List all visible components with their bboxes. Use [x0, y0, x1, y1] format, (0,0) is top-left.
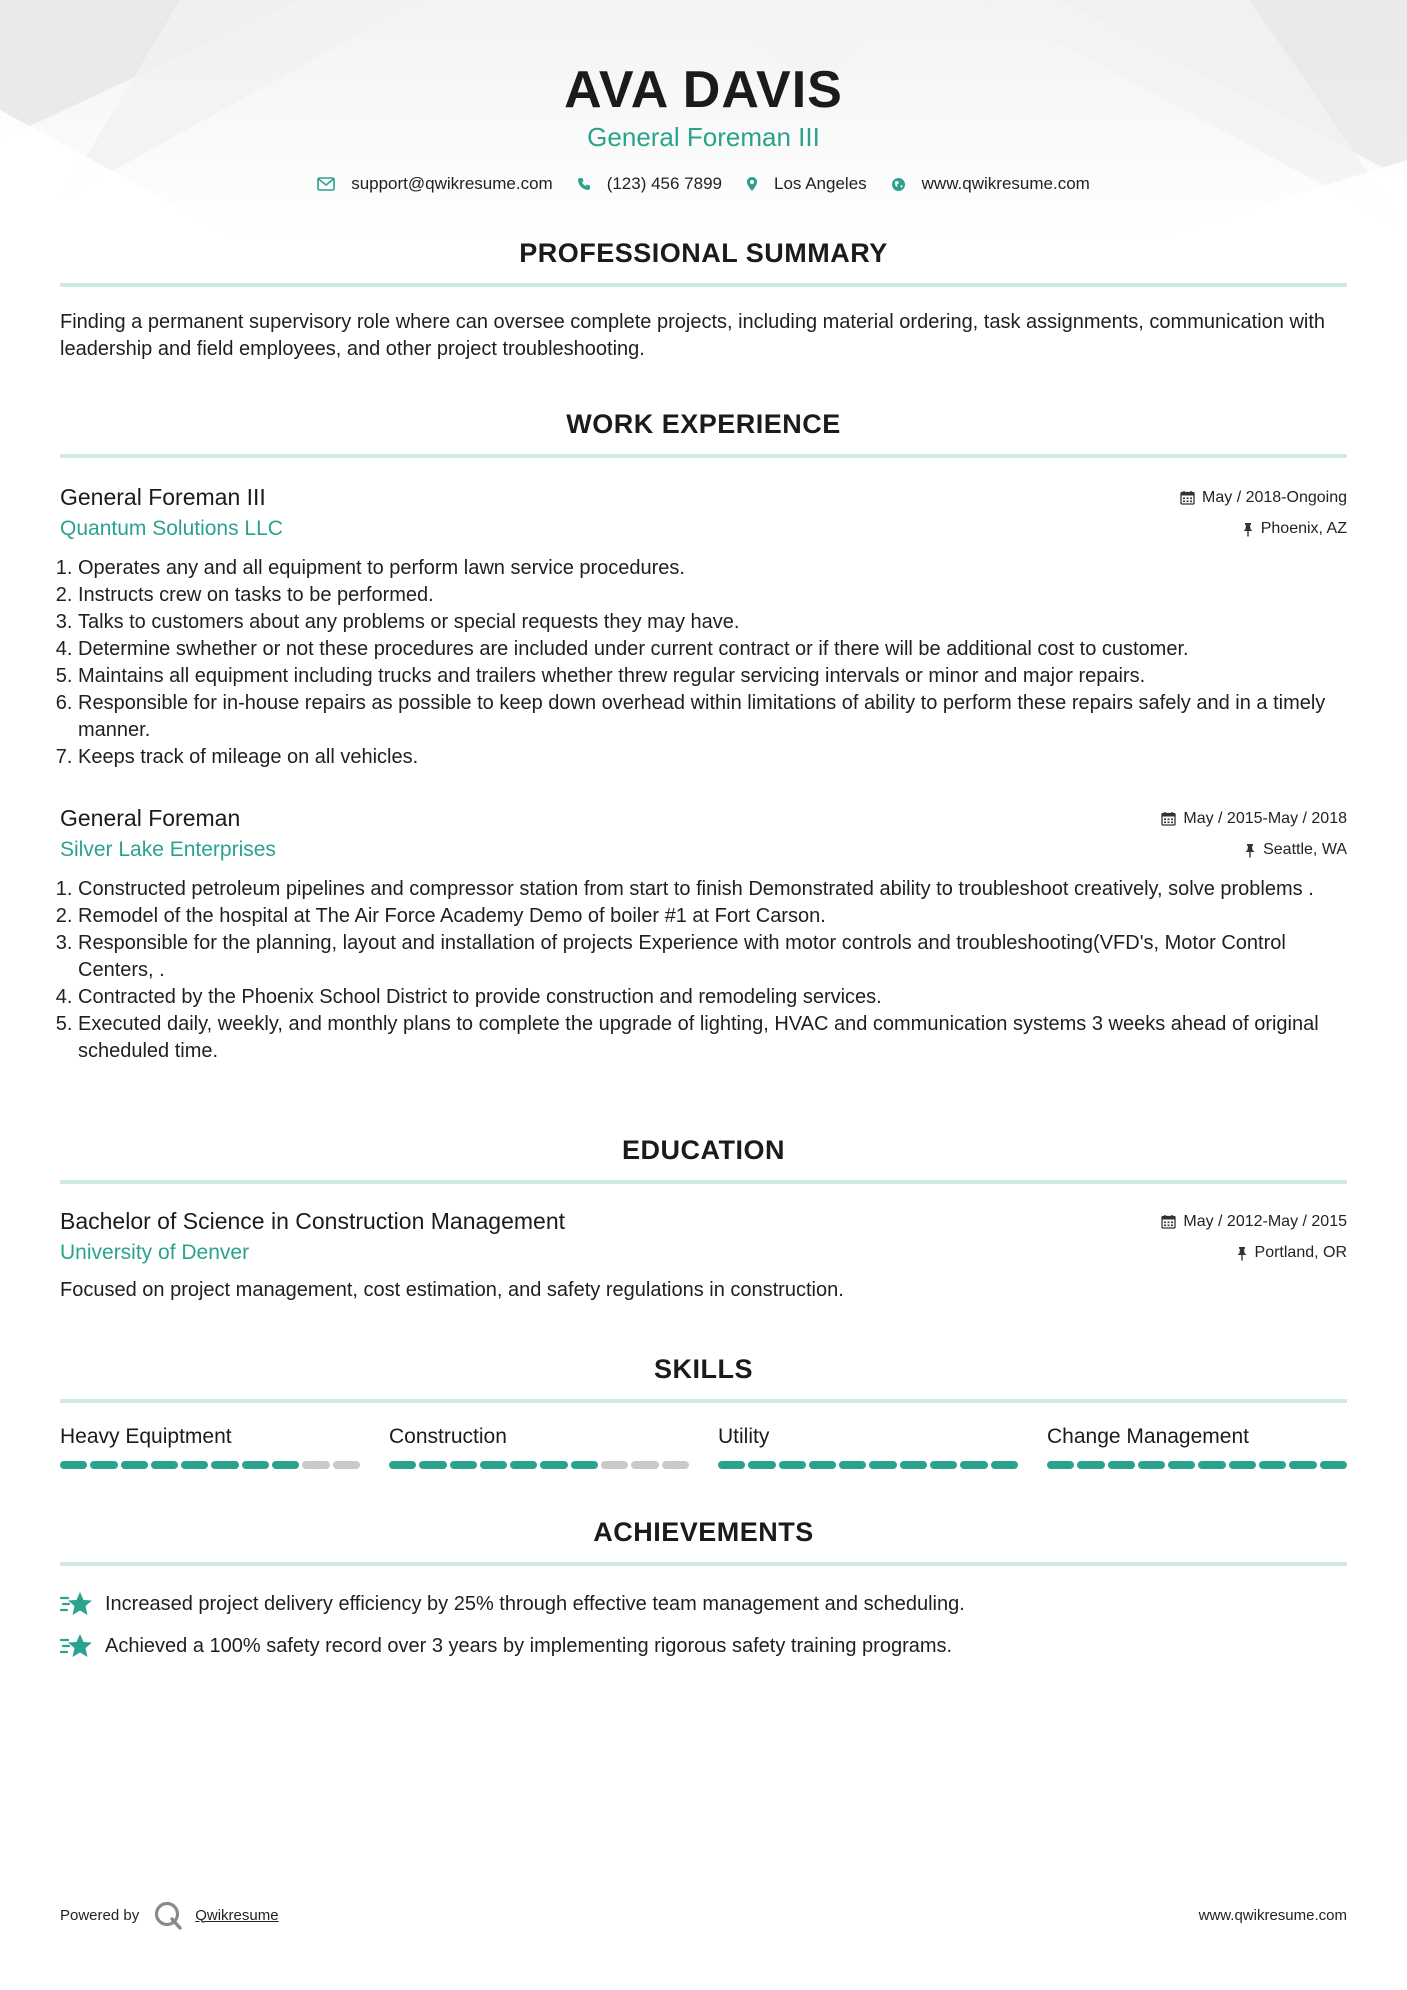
skill-segment-filled	[389, 1461, 416, 1469]
skill-level-bar	[389, 1461, 689, 1469]
skill-segment-filled	[1259, 1461, 1286, 1469]
education-location	[1236, 1244, 1347, 1262]
education-location-text: Portland, OR	[1254, 1244, 1347, 1261]
skill-segment-filled	[809, 1461, 836, 1469]
achievement-item	[60, 1632, 1347, 1660]
achievements-heading: ACHIEVEMENTS	[60, 1517, 1347, 1566]
phone-text: (123) 456 7899	[606, 174, 723, 193]
location-text: Los Angeles	[774, 174, 867, 193]
skill-segment-filled	[991, 1461, 1018, 1469]
job-entry	[60, 805, 1347, 1065]
pushpin-icon	[1242, 522, 1254, 537]
job-title: General Foreman III	[60, 484, 266, 510]
skill-segment-filled	[1077, 1461, 1104, 1469]
skill-segment-empty	[601, 1461, 628, 1469]
list-item: 6. Responsible for in-house repairs as possible to keep down overhead within limitations of ability to perform these repairs safely and in a timely manner.	[78, 690, 1347, 744]
skill-item	[718, 1425, 1018, 1469]
email-text: support@qwikresume.com	[351, 174, 553, 193]
achievement-text: Achieved a 100% safety record over 3 years by implementing rigorous safety training programs.	[105, 1634, 953, 1657]
candidate-title: General Foreman III	[587, 122, 820, 152]
calendar-icon	[1161, 811, 1176, 826]
skill-segment-filled	[1138, 1461, 1165, 1469]
skill-segment-filled	[748, 1461, 775, 1469]
summary-text: Finding a permanent supervisory role where can oversee complete projects, including material ordering, task assignments, communication with leadership and field employees, and other project troubleshooting.	[60, 311, 1326, 360]
list-item: 3. Responsible for the planning, layout and installation of projects Experience with motor controls and troubleshooting(VFD's, Motor Control Centers, .	[78, 930, 1347, 984]
list-item: 4. Determine swhether or not these procedures are included under current contract or if there will be additional cost to customer.	[78, 636, 1347, 663]
achievement-item	[60, 1590, 1347, 1618]
skill-segment-filled	[1229, 1461, 1256, 1469]
job-dates-text: May / 2015-May / 2018	[1183, 809, 1347, 827]
education-heading: EDUCATION	[60, 1135, 1347, 1184]
list-item: 2. Instructs crew on tasks to be performed.	[78, 582, 1347, 609]
summary-section	[60, 238, 1347, 363]
skill-segment-filled	[480, 1461, 507, 1469]
phone-icon	[577, 177, 591, 191]
footer	[60, 1900, 1347, 1930]
list-item: 5. Maintains all equipment including trucks and trailers whether threw regular servicing intervals or minor and major repairs.	[78, 663, 1347, 690]
map-pin-icon	[746, 176, 758, 192]
school-name: University of Denver	[60, 1241, 250, 1264]
skill-name: Utility	[718, 1425, 770, 1448]
skill-segment-filled	[450, 1461, 477, 1469]
job-location	[1244, 841, 1347, 859]
calendar-icon	[1180, 490, 1195, 505]
list-item: 2. Remodel of the hospital at The Air Force Academy Demo of boiler #1 at Fort Carson.	[78, 903, 1347, 930]
skill-level-bar	[1047, 1461, 1347, 1469]
skill-segment-filled	[242, 1461, 269, 1469]
website-text: www.qwikresume.com	[921, 174, 1090, 193]
skill-segment-filled	[90, 1461, 117, 1469]
skill-name: Heavy Equiptment	[60, 1425, 232, 1448]
pushpin-icon	[1236, 1246, 1248, 1261]
job-title: General Foreman	[60, 805, 241, 831]
skills-section	[60, 1354, 1347, 1469]
work-experience-section	[60, 409, 1347, 1065]
skill-segment-filled	[181, 1461, 208, 1469]
skills-heading: SKILLS	[60, 1354, 1347, 1403]
skill-segment-filled	[211, 1461, 238, 1469]
job-dates-text: May / 2018-Ongoing	[1202, 488, 1347, 506]
list-item: 4. Contracted by the Phoenix School District to provide construction and remodeling services.	[78, 984, 1347, 1011]
footer-website[interactable]: www.qwikresume.com	[1198, 1906, 1347, 1924]
contact-bar	[60, 174, 1347, 194]
job-company: Silver Lake Enterprises	[60, 838, 276, 861]
skill-segment-filled	[960, 1461, 987, 1469]
degree-title: Bachelor of Science in Construction Management	[60, 1208, 566, 1234]
skill-segment-filled	[779, 1461, 806, 1469]
qwikresume-logo-icon	[153, 1900, 183, 1930]
skill-segment-empty	[631, 1461, 658, 1469]
achievements-list	[60, 1590, 1347, 1660]
skill-segment-empty	[662, 1461, 689, 1469]
skill-segment-filled	[121, 1461, 148, 1469]
skill-segment-empty	[333, 1461, 360, 1469]
skill-segment-filled	[930, 1461, 957, 1469]
skill-segment-filled	[60, 1461, 87, 1469]
education-section	[60, 1135, 1347, 1304]
job-dates	[1180, 489, 1347, 507]
skill-segment-filled	[1320, 1461, 1347, 1469]
calendar-icon	[1161, 1214, 1176, 1229]
skill-segment-filled	[1198, 1461, 1225, 1469]
job-location	[1242, 520, 1347, 538]
skill-level-bar	[718, 1461, 1018, 1469]
summary-heading: PROFESSIONAL SUMMARY	[60, 238, 1347, 287]
education-dates	[1161, 1213, 1347, 1231]
skill-segment-filled	[419, 1461, 446, 1469]
skill-segment-filled	[540, 1461, 567, 1469]
skill-name: Change Management	[1047, 1425, 1249, 1448]
contact-website[interactable]	[891, 174, 1090, 194]
skill-segment-filled	[151, 1461, 178, 1469]
skill-segment-filled	[1289, 1461, 1316, 1469]
skill-segment-filled	[571, 1461, 598, 1469]
brand-link[interactable]: Qwikresume	[195, 1906, 279, 1924]
list-item: 3. Talks to customers about any problems or special requests they may have.	[78, 609, 1347, 636]
skill-item	[389, 1425, 689, 1469]
envelope-icon	[317, 177, 335, 191]
skill-segment-filled	[718, 1461, 745, 1469]
resume-header	[60, 0, 1347, 194]
skill-level-bar	[60, 1461, 360, 1469]
job-location-text: Seattle, WA	[1263, 841, 1347, 858]
contact-phone[interactable]	[577, 174, 722, 194]
list-item: 1. Operates any and all equipment to perform lawn service procedures.	[78, 555, 1347, 582]
pushpin-icon	[1244, 843, 1256, 858]
skill-item	[1047, 1425, 1347, 1469]
skill-segment-filled	[272, 1461, 299, 1469]
skill-name: Construction	[389, 1425, 507, 1448]
work-experience-heading: WORK EXPERIENCE	[60, 409, 1347, 458]
job-entry	[60, 484, 1347, 771]
job-duties-list	[60, 555, 1347, 771]
globe-icon	[891, 177, 906, 192]
skill-segment-filled	[900, 1461, 927, 1469]
skills-list	[60, 1425, 1347, 1469]
star-achievement-icon	[60, 1590, 93, 1618]
skill-segment-filled	[510, 1461, 537, 1469]
achievement-text: Increased project delivery efficiency by 25% through effective team management and scheduling.	[105, 1592, 965, 1615]
list-item: 7. Keeps track of mileage on all vehicles.	[78, 744, 1347, 771]
list-item: 1. Constructed petroleum pipelines and compressor station from start to finish Demonstrated ability to troubleshoot creatively, solve problems .	[78, 876, 1347, 903]
contact-email[interactable]	[317, 174, 553, 194]
star-achievement-icon	[60, 1632, 93, 1660]
skill-segment-filled	[839, 1461, 866, 1469]
skill-segment-empty	[302, 1461, 329, 1469]
candidate-name: AVA DAVIS	[564, 61, 843, 119]
job-duties-list	[60, 876, 1347, 1065]
skill-segment-filled	[1108, 1461, 1135, 1469]
education-description: Focused on project management, cost estimation, and safety regulations in construction.	[60, 1279, 844, 1301]
list-item: 5. Executed daily, weekly, and monthly plans to complete the upgrade of lighting, HVAC and communication systems 3 weeks ahead of original scheduled time.	[78, 1011, 1347, 1065]
skill-item	[60, 1425, 360, 1469]
skill-segment-filled	[1047, 1461, 1074, 1469]
achievements-section	[60, 1517, 1347, 1660]
job-company: Quantum Solutions LLC	[60, 517, 283, 540]
education-dates-text: May / 2012-May / 2015	[1183, 1212, 1347, 1230]
footer-powered-by	[60, 1900, 279, 1930]
job-dates	[1161, 810, 1347, 828]
education-entry	[60, 1208, 1347, 1304]
powered-by-text: Powered by	[60, 1906, 140, 1924]
job-location-text: Phoenix, AZ	[1260, 520, 1347, 537]
skill-segment-filled	[869, 1461, 896, 1469]
contact-location	[746, 174, 867, 194]
skill-segment-filled	[1168, 1461, 1195, 1469]
